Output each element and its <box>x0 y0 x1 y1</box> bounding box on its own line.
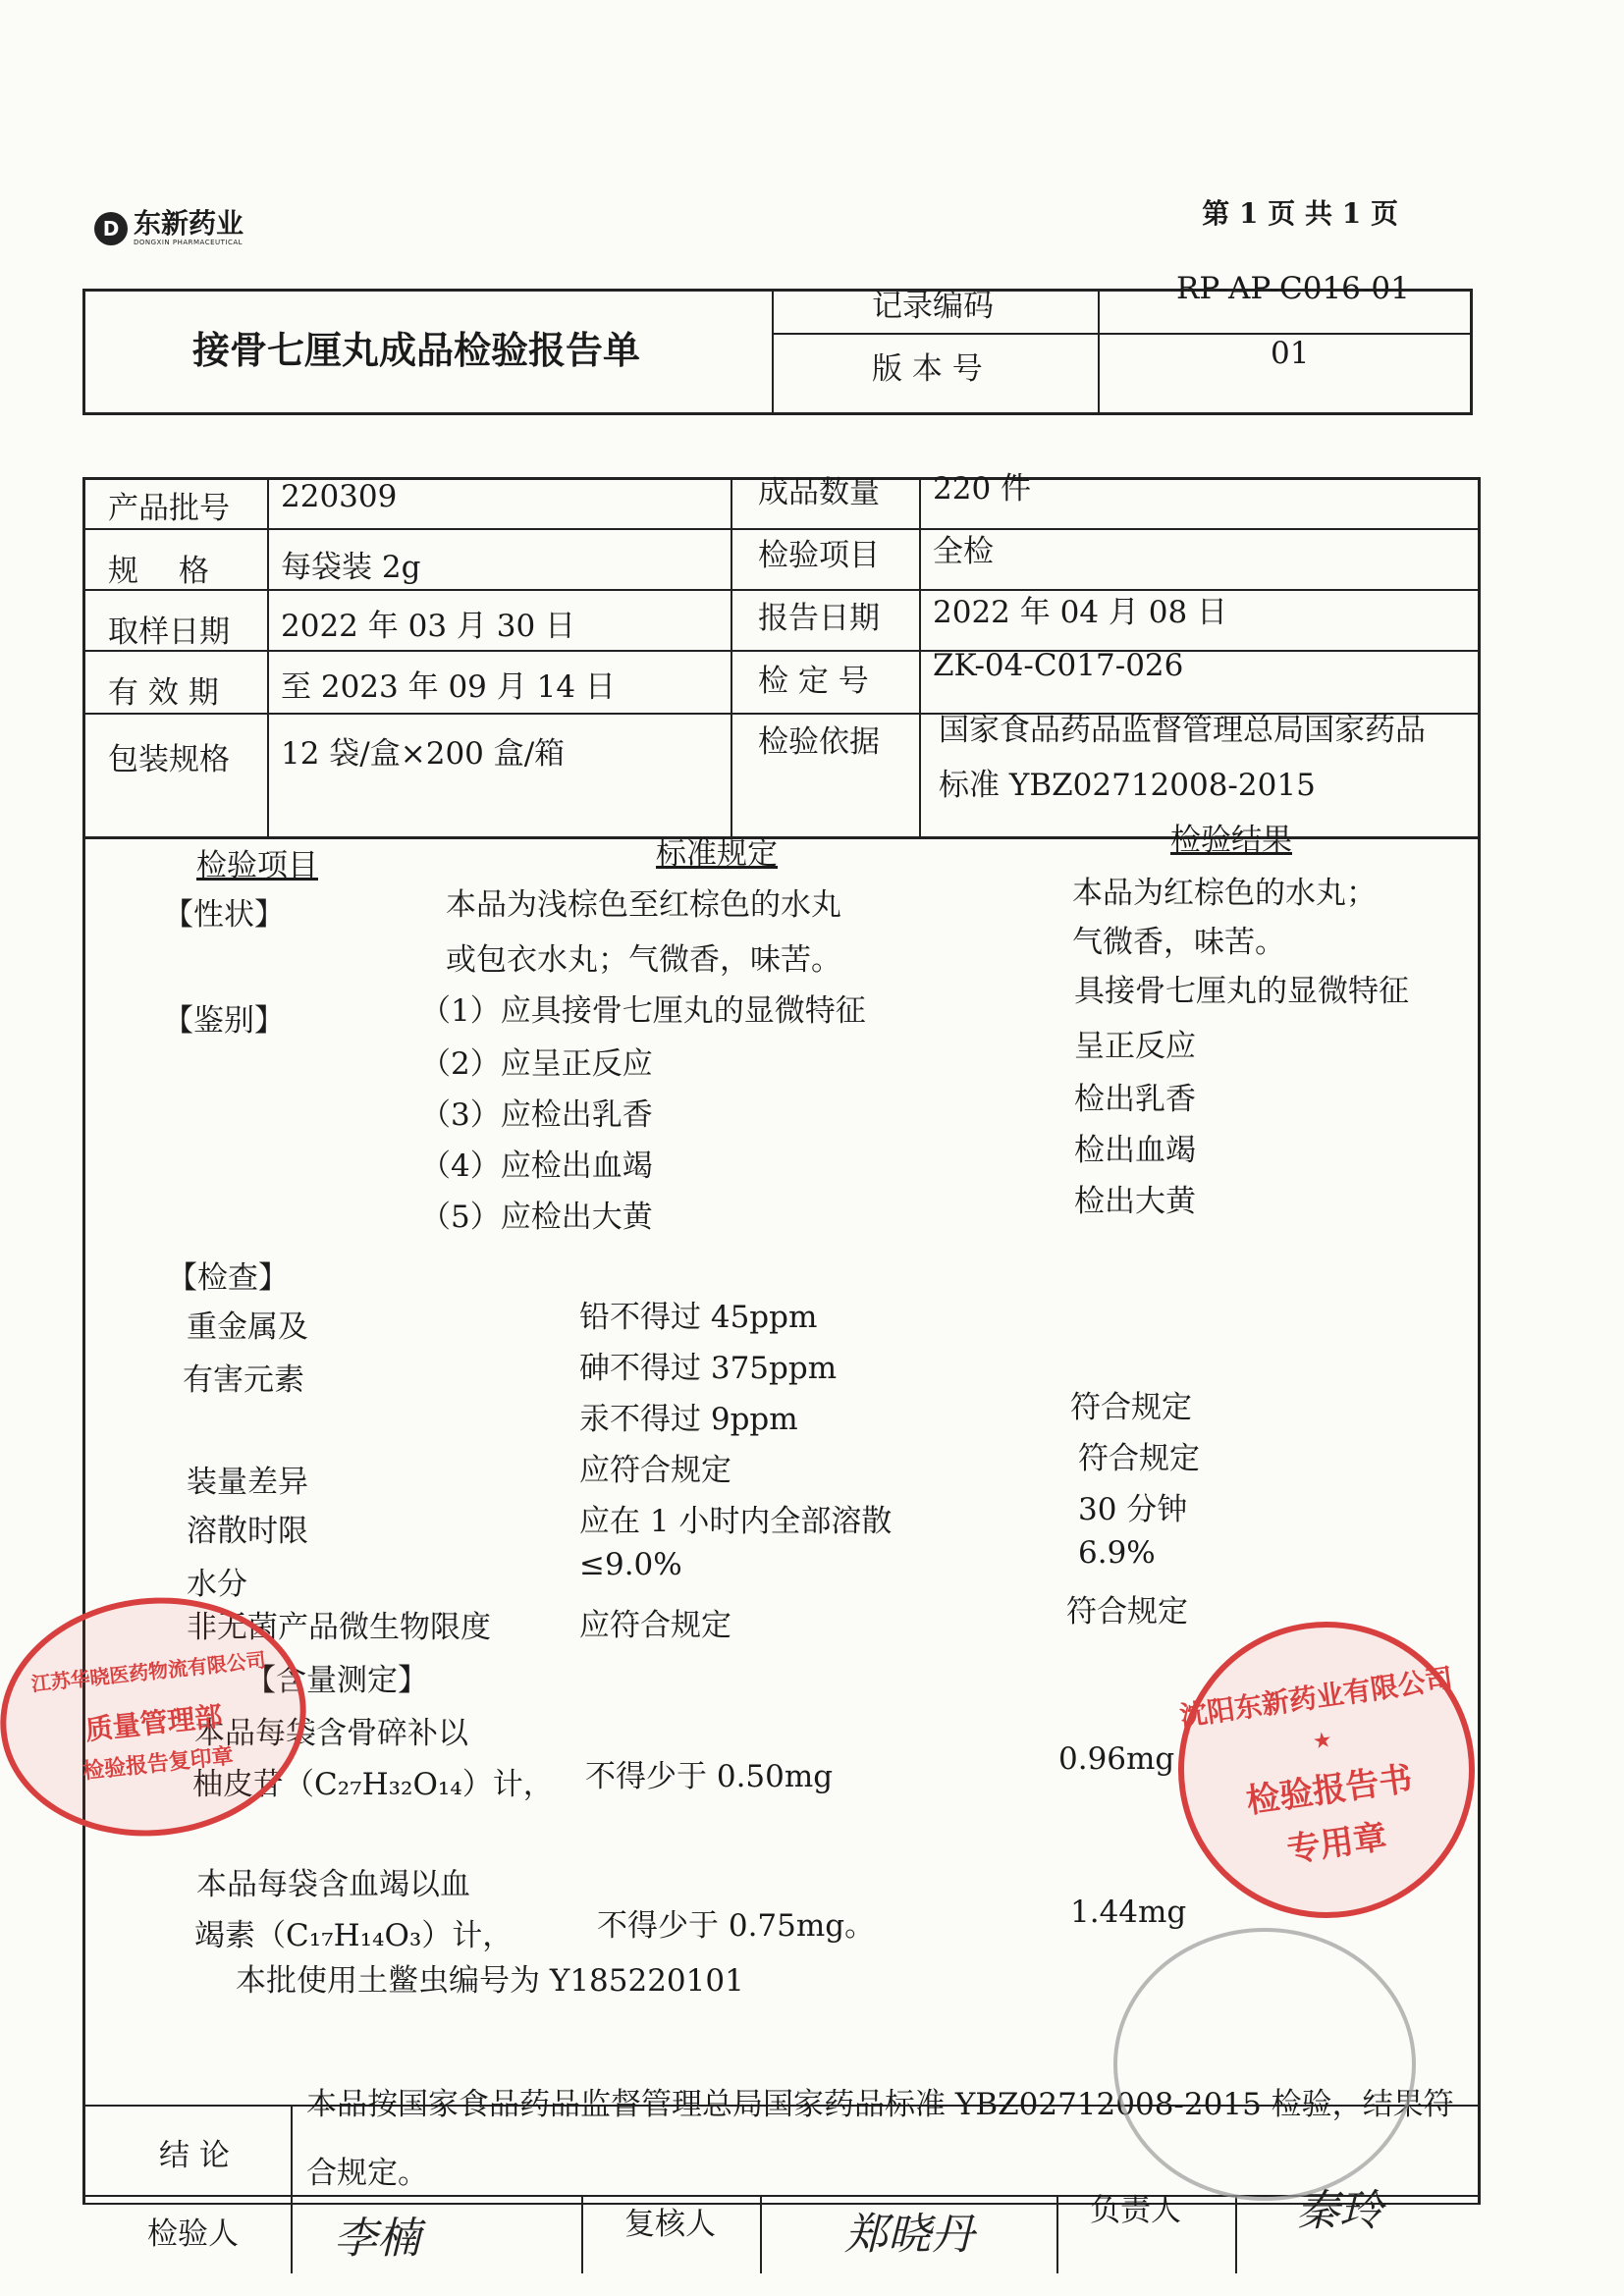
right-stamp-mid: 检验报告书 <box>1243 1758 1415 1821</box>
assay2-std: 不得少于 0.75mg。 <box>597 1908 876 1944</box>
batch-note: 本批使用土鳖虫编号为 Y185220101 <box>236 1963 744 1999</box>
dissolve-label: 溶散时限 <box>187 1514 308 1549</box>
property-res-1: 本品为红棕色的水丸； <box>1072 876 1377 911</box>
cert-value: ZK-04-C017-026 <box>933 648 1184 683</box>
faint-gray-stamp <box>1113 1928 1416 2201</box>
assay1-std: 不得少于 0.50mg <box>585 1759 834 1794</box>
water-res: 6.9% <box>1078 1535 1156 1571</box>
weight-res: 符合规定 <box>1078 1441 1200 1476</box>
manager-label: 负责人 <box>1090 2193 1181 2228</box>
basis-value-1: 国家食品药品监督管理总局国家药品 <box>939 713 1426 748</box>
report-date-value: 2022 年 04 月 08 日 <box>933 595 1228 630</box>
package-label: 包装规格 <box>108 742 230 777</box>
ident-std-2: （2）应呈正反应 <box>420 1046 653 1082</box>
quantity-label: 成品数量 <box>758 475 880 510</box>
logo-subtitle: DONGXIN PHARMACEUTICAL <box>134 239 244 246</box>
weight-label: 装量差异 <box>187 1465 308 1500</box>
ident-res-3: 检出乳香 <box>1074 1082 1196 1117</box>
water-std: ≤9.0% <box>579 1547 682 1582</box>
right-stamp-top: 沈阳东新药业有限公司 <box>1177 1661 1455 1733</box>
inspector-signature: 李楠 <box>334 2214 420 2264</box>
quantity-value: 220 件 <box>933 471 1032 507</box>
col-item-header: 检验项目 <box>196 848 318 883</box>
property-res-2: 气微香，味苦。 <box>1072 925 1285 960</box>
property-std-1: 本品为浅棕色至红棕色的水丸 <box>446 887 841 923</box>
expiry-label: 有 效 期 <box>108 675 219 711</box>
logo-mark-icon: D <box>94 212 128 245</box>
dissolve-std: 应在 1 小时内全部溶散 <box>579 1504 893 1539</box>
ident-std-3: （3）应检出乳香 <box>420 1097 653 1133</box>
property-std-2: 或包衣水丸；气微香，味苦。 <box>446 942 841 978</box>
conclusion-label: 结 论 <box>159 2138 230 2173</box>
record-code-label: 记录编码 <box>872 289 994 324</box>
dissolve-res: 30 分钟 <box>1078 1492 1188 1527</box>
assay2-line2: 竭素（C₁₇H₁₄O₃）计， <box>194 1918 514 1953</box>
metal-std-mercury: 汞不得过 9ppm <box>579 1402 798 1437</box>
basis-label: 检验依据 <box>758 724 880 760</box>
check-label: 【检查】 <box>167 1260 289 1296</box>
right-company-stamp: 沈阳东新药业有限公司 ★ 检验报告书 专用章 <box>1159 1602 1493 1937</box>
package-value: 12 袋/盒×200 盒/箱 <box>281 736 566 772</box>
manager-signature: 秦玲 <box>1296 2186 1382 2236</box>
assay1-res: 0.96mg <box>1058 1741 1175 1777</box>
micro-res: 符合规定 <box>1066 1594 1188 1629</box>
ident-std-1: （1）应具接骨七厘丸的显微特征 <box>420 993 866 1029</box>
expiry-value: 至 2023 年 09 月 14 日 <box>281 669 616 705</box>
report-date-label: 报告日期 <box>758 601 880 636</box>
col-result-header: 检验结果 <box>1170 823 1292 858</box>
metal-std-arsenic: 砷不得过 375ppm <box>579 1351 838 1386</box>
version-label: 版 本 号 <box>872 351 983 387</box>
ident-res-2: 呈正反应 <box>1074 1029 1196 1064</box>
conclusion-text-1: 本品按国家食品药品监督管理总局国家药品标准 YBZ02712008-2015 检验，结果符 <box>306 2087 1454 2122</box>
basis-value-2: 标准 YBZ02712008-2015 <box>939 768 1316 803</box>
assay-label: 【含量测定】 <box>245 1663 428 1698</box>
left-stamp-mid: 质量管理部 <box>83 1699 225 1747</box>
water-label: 水分 <box>187 1567 247 1602</box>
reviewer-label: 复核人 <box>624 2207 716 2242</box>
left-stamp-top: 江苏华晓医药物流有限公司 <box>29 1647 267 1696</box>
property-label: 【性状】 <box>163 897 285 933</box>
assay2-line1: 本品每袋含血竭以血 <box>196 1867 470 1902</box>
conclusion-text-2: 合规定。 <box>306 2156 428 2191</box>
version-value: 01 <box>1271 336 1310 371</box>
logo-name: 东新药业 <box>134 207 244 240</box>
metal-res: 符合规定 <box>1070 1390 1192 1425</box>
report-title: 接骨七厘丸成品检验报告单 <box>192 328 641 372</box>
ident-std-5: （5）应检出大黄 <box>420 1200 653 1235</box>
right-stamp-bot: 专用章 <box>1284 1816 1389 1870</box>
metal-std-lead: 铅不得过 45ppm <box>579 1300 818 1335</box>
cert-label: 检 定 号 <box>758 664 869 699</box>
ident-std-4: （4）应检出血竭 <box>420 1148 653 1184</box>
inspector-label: 检验人 <box>147 2216 239 2252</box>
metal-label-2: 有害元素 <box>183 1362 304 1398</box>
company-logo <box>94 207 244 246</box>
reviewer-signature: 郑晓丹 <box>844 2210 974 2260</box>
page-info: 第 1 页 共 1 页 <box>1202 197 1398 230</box>
ident-res-5: 检出大黄 <box>1074 1184 1196 1219</box>
ident-res-4: 检出血竭 <box>1074 1133 1196 1168</box>
assay1-line1: 本品每袋含骨碎补以 <box>194 1716 468 1751</box>
micro-label: 非无菌产品微生物限度 <box>187 1610 491 1645</box>
weight-std: 应符合规定 <box>579 1453 731 1488</box>
batch-label: 产品批号 <box>108 491 230 526</box>
spec-value: 每袋装 2g <box>281 550 421 585</box>
assay1-line2: 柚皮苷（C₂₇H₃₂O₁₄）计， <box>192 1767 554 1802</box>
batch-value: 220309 <box>281 479 398 514</box>
assay2-res: 1.44mg <box>1070 1895 1187 1930</box>
micro-std: 应符合规定 <box>579 1608 731 1643</box>
record-code-value: RP-AP-C016-01 <box>1176 271 1410 306</box>
item-value: 全检 <box>933 534 994 569</box>
metal-label-1: 重金属及 <box>187 1309 308 1345</box>
ident-label: 【鉴别】 <box>163 1003 285 1039</box>
left-stamp-bot: 检验报告复印章 <box>81 1743 235 1785</box>
sample-date-label: 取样日期 <box>108 614 230 650</box>
ident-res-1: 具接骨七厘丸的显微特征 <box>1074 974 1409 1009</box>
col-standard-header: 标准规定 <box>656 836 778 872</box>
sample-date-value: 2022 年 03 月 30 日 <box>281 609 576 644</box>
item-label: 检验项目 <box>758 538 880 573</box>
spec-label: 规 格 <box>108 554 209 589</box>
